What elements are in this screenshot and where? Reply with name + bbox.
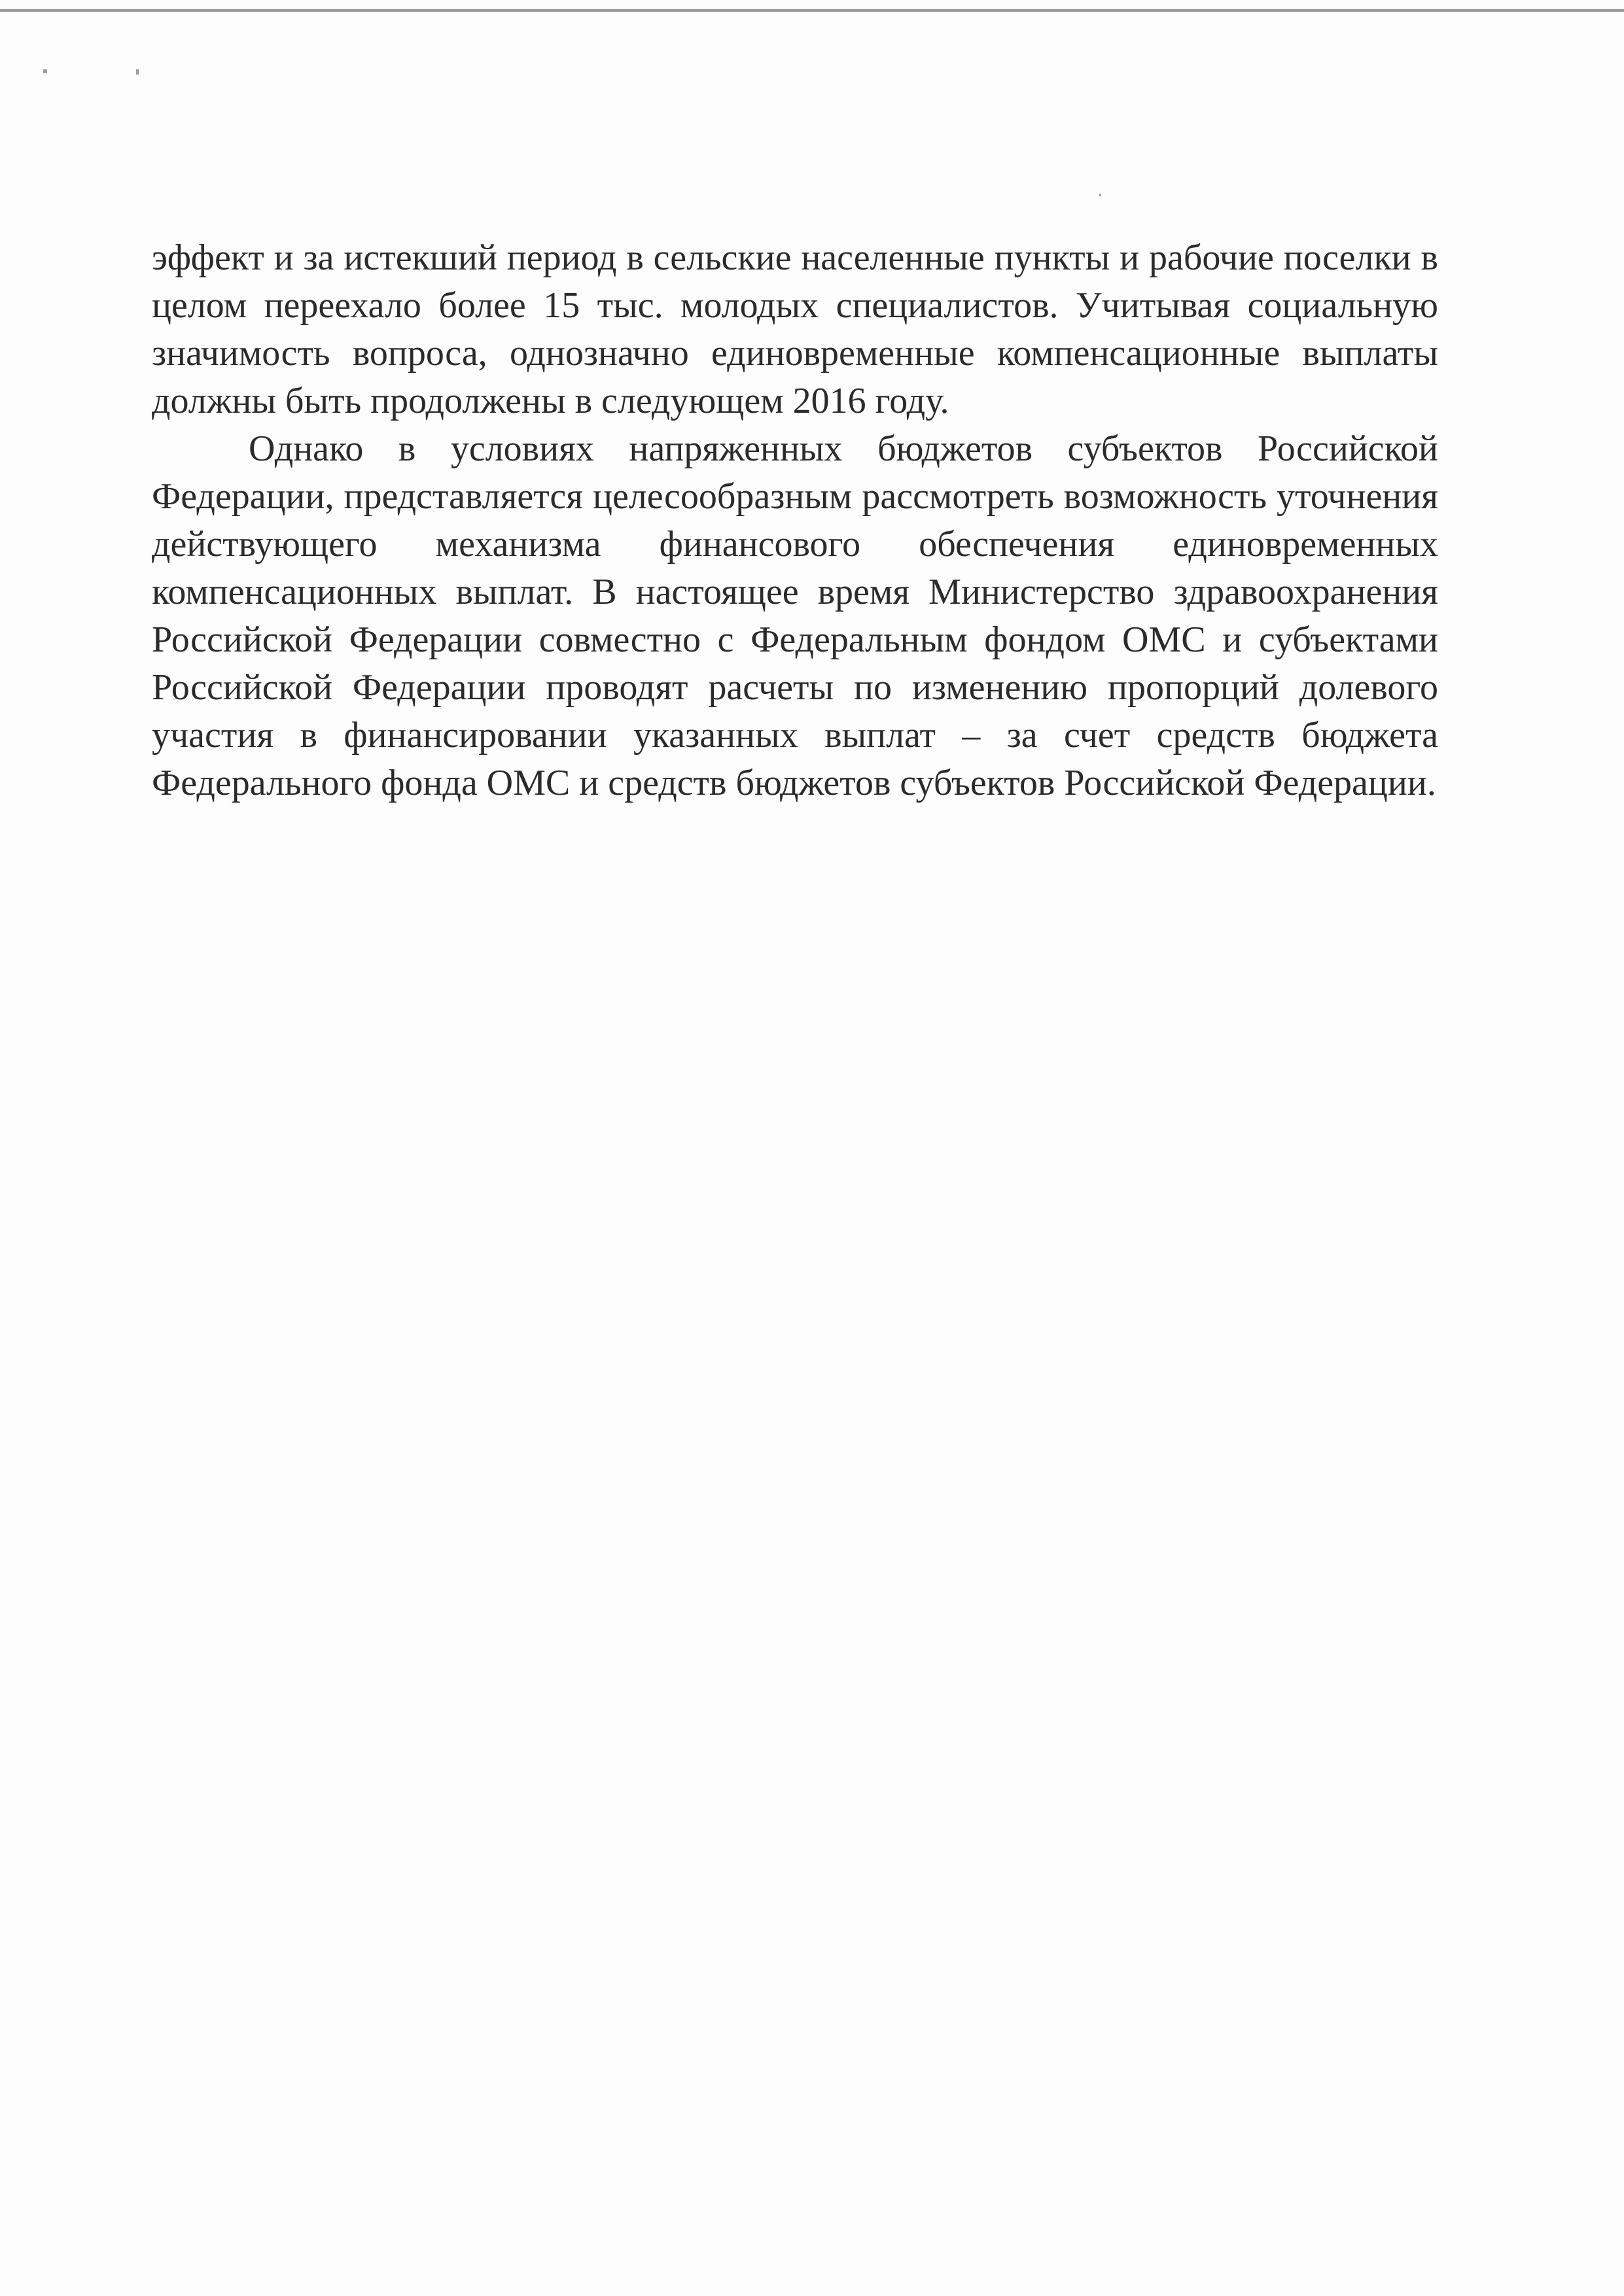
paragraph-2: Однако в условиях напряженных бюджетов субъектов Российской Федерации, представляется целесообразным рассмотреть возможность уточнения действующего механизма финансового обеспечения единовременных компенсационных выплат. В настоящее время Министерство здравоохранения Российской Федерации совместно с Федеральным фондом ОМС и субъектами Российской Федерации проводят расчеты по изменению пропорций долевого участия в финансировании указанных выплат – за счет средств бюджета Федерального фонда ОМС и средств бюджетов субъектов Российской Федерации. xyxy=(152,428,1438,803)
document-body xyxy=(152,234,1438,807)
paragraph-1: эффект и за истекший период в сельские населенные пункты и рабочие поселки в целом переехало более 15 тыс. молодых специалистов. Учитывая социальную значимость вопроса, однозначно единовременные компенсационные выплаты должны быть продолжены в следующем 2016 году. xyxy=(152,237,1438,421)
scan-speck xyxy=(1099,194,1101,196)
scan-top-edge xyxy=(0,9,1624,12)
scan-speck xyxy=(43,69,47,73)
scan-speck xyxy=(136,69,139,75)
